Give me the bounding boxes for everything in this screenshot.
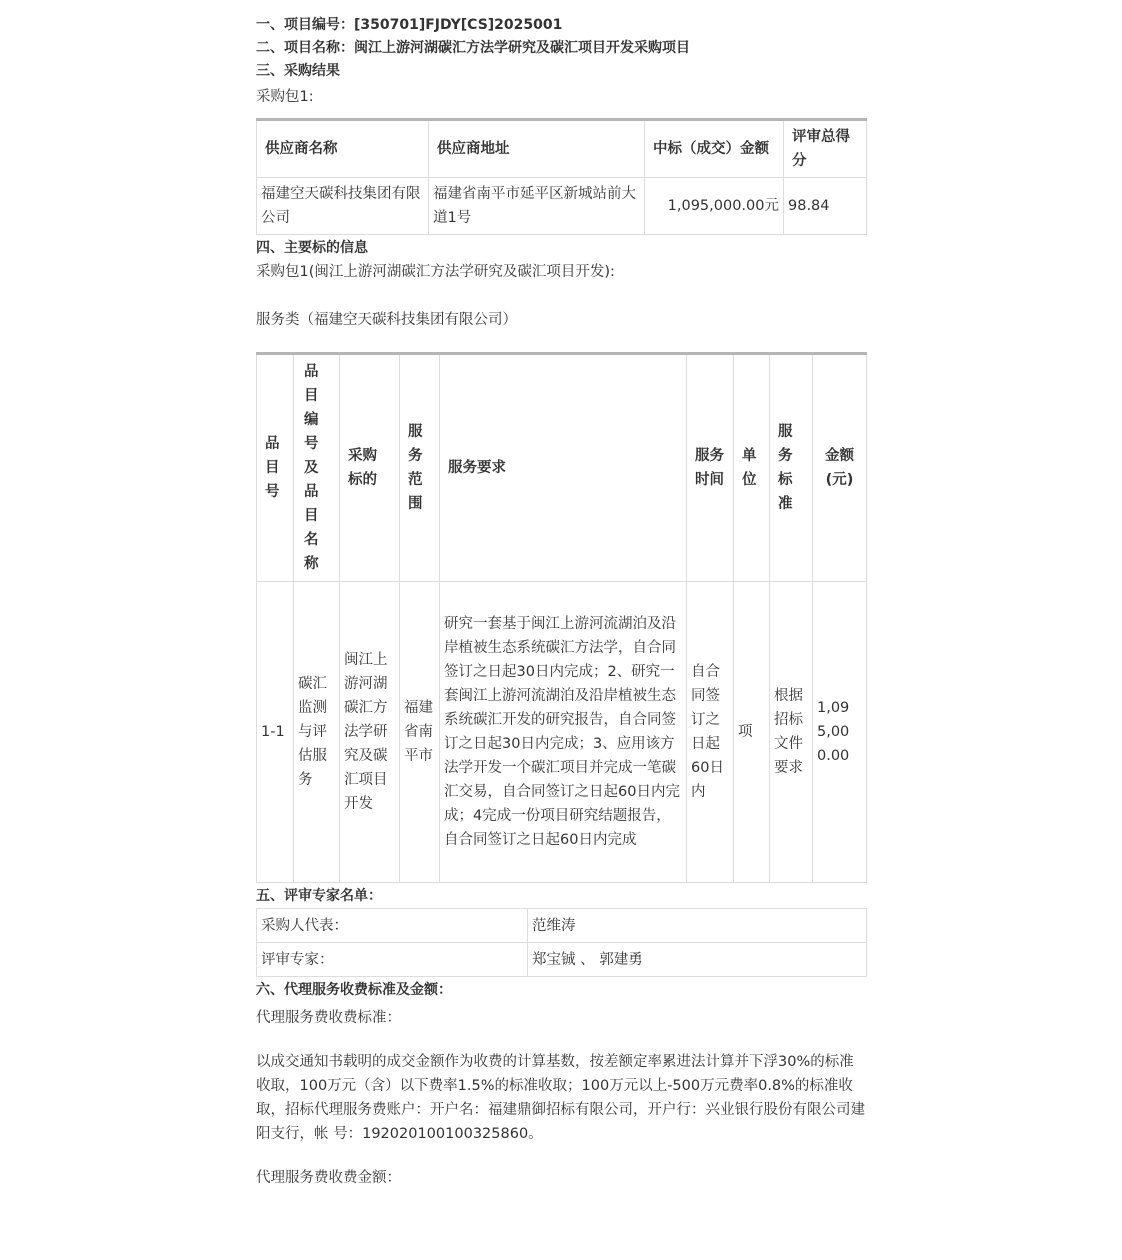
result-table-header <box>257 120 867 178</box>
item-amount: 1,095,000.00 <box>813 582 867 883</box>
award-amount: 1,095,000.00元 <box>645 178 784 235</box>
header-requirements: 服务要求 <box>440 354 687 582</box>
section-procurement-result: 三、采购结果 <box>256 63 340 79</box>
header-supplier-name: 供应商名称 <box>257 120 429 178</box>
header-item-no: 品目号 <box>257 354 294 582</box>
table-row <box>257 582 867 883</box>
total-score: 98.84 <box>784 178 867 235</box>
review-experts-value: 郑宝铖 、 郭建勇 <box>528 943 867 977</box>
fee-amount-label: 代理服务费收费金额： <box>256 1170 401 1186</box>
service-scope: 福建省南平市 <box>400 582 440 883</box>
service-requirements: 研究一套基于闽江上游河流湖泊及沿岸植被生态系统碳汇方法学，自合同签订之日起30日内完成；2、研究一套闽江上游河流湖泊及沿岸植被生态系统碳汇开发的研究报告，自合同签订之日起30日内完成；3、应用该方法学开发一个碳汇项目并完成一笔碳汇交易，自合同签订之日起60日内完成；4完成一份项目研究结题报告，自合同签订之日起60日内完成 <box>440 582 687 883</box>
header-amount: 金额(元) <box>813 354 867 582</box>
item-table <box>256 352 867 883</box>
table-row <box>257 909 867 943</box>
table-row <box>257 943 867 977</box>
header-total-score: 评审总得分 <box>784 120 867 178</box>
header-unit: 单位 <box>734 354 770 582</box>
service-time: 自合同签订之日起60日内 <box>687 582 734 883</box>
table-row <box>257 178 867 235</box>
service-standard: 根据招标文件要求 <box>770 582 813 883</box>
header-scope: 服务范围 <box>400 354 440 582</box>
result-table <box>256 118 867 235</box>
announcement-document <box>256 14 866 1190</box>
header-subject: 采购标的 <box>340 354 400 582</box>
service-category: 服务类（福建空天碳科技集团有限公司） <box>256 312 517 328</box>
supplier-name: 福建空天碳科技集团有限公司 <box>257 178 429 235</box>
header-supplier-address: 供应商地址 <box>429 120 645 178</box>
section-expert-list: 五、评审专家名单： <box>256 888 382 904</box>
item-no: 1-1 <box>257 582 294 883</box>
item-name: 碳汇监测与评估服务 <box>294 582 340 883</box>
section-project-number: 一、项目编号：[350701]FJDY[CS]2025001 <box>256 17 563 33</box>
section-agency-fee: 六、代理服务收费标准及金额： <box>256 982 452 998</box>
review-experts-label: 评审专家： <box>257 943 528 977</box>
procurement-subject: 闽江上游河湖碳汇方法学研究及碳汇项目开发 <box>340 582 400 883</box>
header-item-code-name: 品目编号及品目名称 <box>294 354 340 582</box>
header-service-standard: 服务标准 <box>770 354 813 582</box>
fee-standard-text: 以成交通知书载明的成交金额作为收费的计算基数，按差额定率累进法计算并下浮30%的标准收取，100万元（含）以下费率1.5%的标准收取；100万元以上-500万元费率0.8%的标准收取，招标代理服务费账户：开户名：福建鼎御招标有限公司，开户行：兴业银行股份有限公司建阳支行，帐 号：19202010010032586​0。 <box>256 1054 865 1142</box>
package-description: 采购包1(闽江上游河湖碳汇方法学研究及碳汇项目开发): <box>256 264 615 280</box>
section-project-name: 二、项目名称：闽江上游河湖碳汇方法学研究及碳汇项目开发采购项目 <box>256 40 690 56</box>
package-label: 采购包1: <box>256 89 314 105</box>
unit: 项 <box>734 582 770 883</box>
purchaser-rep-value: 范维涛 <box>528 909 867 943</box>
item-table-header <box>257 354 867 582</box>
header-service-time: 服务时间 <box>687 354 734 582</box>
supplier-address: 福建省南平市延平区新城站前大道1号 <box>429 178 645 235</box>
purchaser-rep-label: 采购人代表： <box>257 909 528 943</box>
expert-table <box>256 908 867 977</box>
fee-standard-label: 代理服务费收费标准： <box>256 1010 401 1026</box>
header-award-amount: 中标（成交）金额 <box>645 120 784 178</box>
section-main-subject-info: 四、主要标的信息 <box>256 240 368 256</box>
